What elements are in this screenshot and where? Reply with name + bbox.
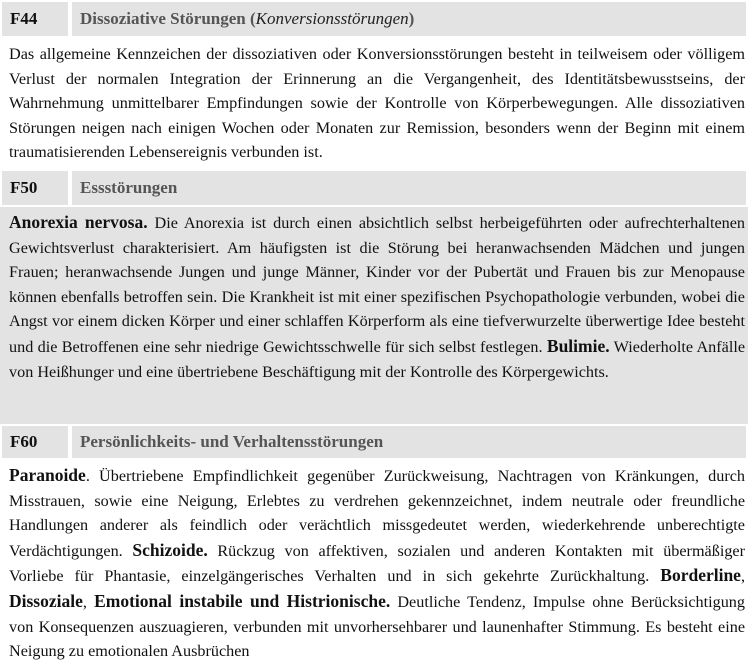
- body-text: . Übertriebene Empfindlichkeit gegenüber Zurückweisung, Nachtragen von Kränkungen, durch Misstrauen, sowie eine Neigung, Erlebtes zu verdrehen gekennzeichnet, indem neutrale oder freundliche Handlungen anderer als feindlich oder verächtlich missgedeutet werden, wiederkehrende unberechtigte Verdächtigungen.: [9, 467, 745, 560]
- body-text: Das allgemeine Kennzeichen der dissoziativen oder Konversionsstörungen besteht in teilweisem oder völligem Verlust der normalen Integration der Erinnerung an die Vergangenheit, des Identitätsbewusstseins, der Wahrnehmung unmittelbarer Empfindungen sowie der Kontrolle von Körperbewegungen. Alle dissoziativen Störungen neigen nach einigen Wochen oder Monaten zur Remission, besonders wenn der Beginn mit einem traumatisierenden Lebensereignis verbunden ist.: [9, 45, 745, 162]
- section-code: F50: [2, 171, 68, 205]
- section-title: Dissoziative Störungen ( Konversionsstörungen ): [72, 2, 746, 36]
- term-anorexia: Anorexia nervosa.: [9, 212, 148, 232]
- section-header-f44: [0, 0, 748, 38]
- term-paranoide: Paranoide: [9, 465, 86, 485]
- section-header-f50: [0, 169, 748, 207]
- term-borderline: Borderline: [660, 565, 741, 586]
- term-emotional-instabile: Emotional instabile und Histrionische.: [94, 590, 391, 611]
- section-title: Persönlichkeits- und Verhaltensstörungen: [72, 426, 746, 458]
- term-schizoide: Schizoide.: [132, 539, 208, 560]
- section-body-f60: Paranoide. Übertriebene Empfindlichkeit gegenüber Zurückweisung, Nachtragen von Kränkungen, durch Misstrauen, sowie eine Neigung, Erlebtes zu verdrehen gekennzeichnet, indem neutrale oder freundliche Handlungen anderer als feindlich oder verächtlich missgedeutet werden, wiederkehrende unberechtigte Verdächtigungen. Schizoide. Rückzug von affektiven, sozialen und anderen Kontakten mit übermäßiger Vorliebe für Phantasie, einzelgängerisches Verhalten und in sich gekehrte Zurückhaltung. Borderline, Dissoziale, Emotional instabile und Histrionische. Deutliche Tendenz, Impulse ohne Berücksichtigung von Konsequenzen auszuagieren, verbunden mit unvorhersehbarer und launenhafter Stimmung. Es besteht eine Neigung zu emotionalen Ausbrüchen: [9, 465, 745, 661]
- term-dissoziale: Dissoziale: [9, 590, 83, 611]
- body-text: Rückzug von affektiven, sozialen und anderen Kontakten mit übermäßiger Vorliebe für Phantasie, einzelgängerisches Verhalten und in sich gekehrte Zurückhaltung.: [9, 541, 745, 586]
- section-code: F44: [2, 2, 68, 36]
- term-bulimie: Bulimie.: [546, 335, 610, 356]
- section-body-f50: [0, 207, 748, 424]
- section-title: Essstörungen: [72, 171, 746, 205]
- section-body-f44: [0, 38, 748, 169]
- body-text: Die Anorexia ist durch einen absichtlich selbst herbeigeführten oder aufrechterhaltenen Gewichtsverlust charakterisiert. Am häufigsten ist die Störung bei heranwachsenden Mädchen und jungen Frauen; heranwachsende Jungen und junge Männer, Kinder vor der Pubertät und Frauen bis zur Menopause können ebenfalls betroffen sein. Die Krankheit ist mit einer spezifischen Psychopathologie verbunden, wobei die Angst vor einem dicken Körper und einer schlaffen Körperform als eine tiefverwurzelte überwertige Idee besteht und die Betroffenen eine sehr niedrige Gewichtsschwelle für sich selbst festlegen.: [9, 214, 745, 356]
- section-header-f60: [0, 424, 748, 460]
- body-text: Wiederholte Anfälle von Heißhunger und eine übertriebene Beschäftigung mit der Kontrolle des Körpergewichts.: [9, 337, 745, 381]
- section-code: F60: [2, 426, 68, 458]
- body-text: Deutliche Tendenz, Impulse ohne Berücksichtigung von Konsequenzen auszuagieren, verbunden mit unvorhersehbarer und launenhafter Stimmung. Es besteht eine Neigung zu emotionalen Ausbrüchen: [9, 592, 745, 661]
